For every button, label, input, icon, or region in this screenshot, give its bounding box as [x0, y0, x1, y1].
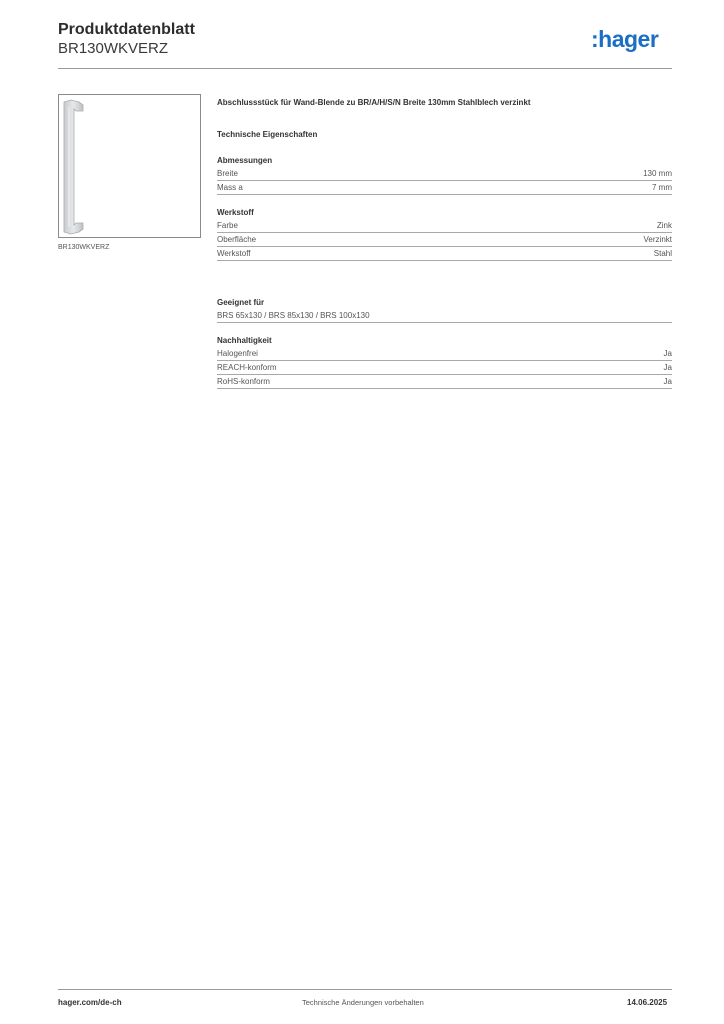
hager-logo: :hager: [591, 26, 659, 52]
row-label: REACH-konform: [217, 363, 277, 372]
table-row: [217, 181, 672, 195]
row-label: Breite: [217, 169, 238, 178]
section-title-material: Werkstoff: [217, 208, 254, 217]
table-row: [217, 309, 672, 323]
table-row: [217, 375, 672, 389]
footer-date: 14.06.2025: [627, 998, 668, 1007]
footer-disclaimer: Technische Änderungen vorbehalten: [302, 998, 424, 1007]
row-label: Farbe: [217, 221, 238, 230]
row-label: Werkstoff: [217, 249, 251, 258]
table-row: [217, 233, 672, 247]
row-value: Zink: [656, 221, 672, 230]
table-row: [217, 347, 672, 361]
row-value: Verzinkt: [643, 235, 672, 244]
row-label: Mass a: [217, 183, 243, 192]
image-caption: BR130WKVERZ: [58, 244, 110, 251]
product-code: BR130WKVERZ: [58, 40, 169, 57]
spec-content: [217, 97, 672, 389]
footer-website-link[interactable]: hager.com/de-ch: [58, 998, 122, 1007]
product-image-drawing: [59, 95, 200, 237]
table-row: [217, 219, 672, 233]
product-image: [58, 94, 201, 238]
header-divider: [58, 68, 672, 69]
row-label: Oberfläche: [217, 235, 257, 244]
row-value: Ja: [663, 377, 672, 386]
section-title-sustainability: Nachhaltigkeit: [217, 336, 272, 345]
row-value: Ja: [663, 349, 672, 358]
row-label: RoHS-konform: [217, 377, 270, 386]
row-label: Halogenfrei: [217, 349, 258, 358]
row-label: BRS 65x130 / BRS 85x130 / BRS 100x130: [217, 311, 370, 320]
row-value: Ja: [663, 363, 672, 372]
section-title-suitable-for: Geeignet für: [217, 298, 265, 307]
tech-props-heading: Technische Eigenschaften: [217, 130, 318, 139]
footer-divider: [58, 989, 672, 990]
page-title: Produktdatenblatt: [58, 21, 195, 38]
row-value: 130 mm: [643, 169, 672, 178]
table-row: [217, 167, 672, 181]
section-title-dimensions: Abmessungen: [217, 156, 273, 165]
table-row: [217, 247, 672, 261]
product-description: Abschlussstück für Wand-Blende zu BR/A/H/S/N Breite 130mm Stahlblech verzinkt: [217, 98, 531, 107]
row-value: Stahl: [653, 249, 672, 258]
row-value: 7 mm: [652, 183, 672, 192]
table-row: [217, 361, 672, 375]
